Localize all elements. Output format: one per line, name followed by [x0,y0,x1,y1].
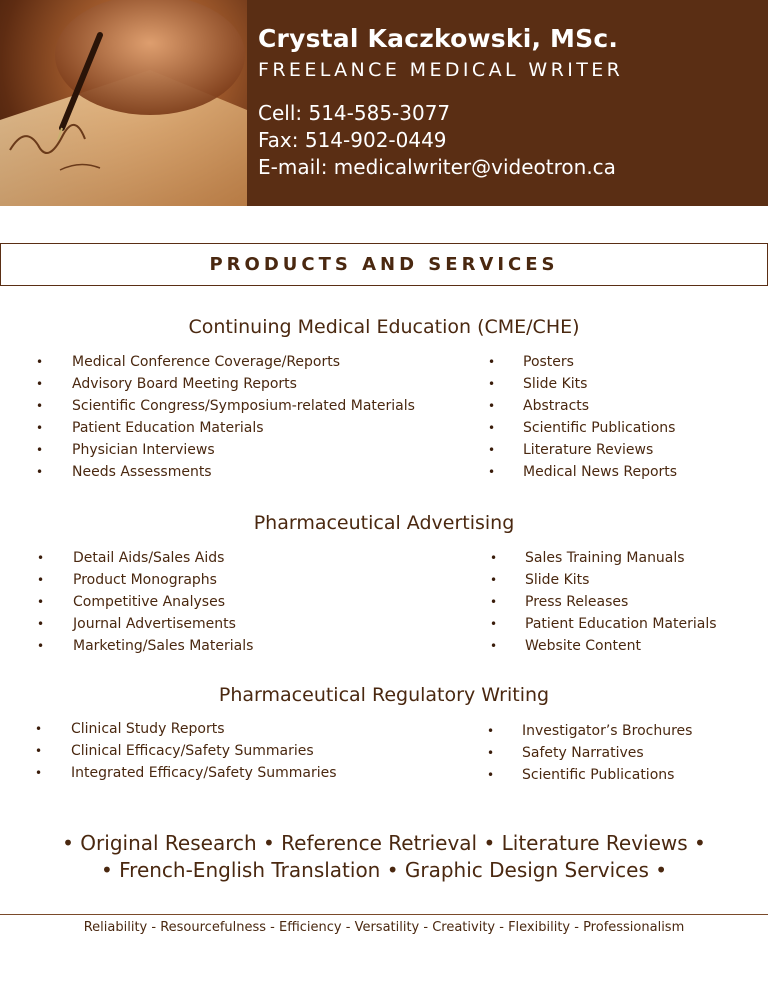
list-item: • Medical News Reports [523,461,677,483]
writer-name: Crystal Kaczkowski, MSc. [258,24,619,53]
list-item: • Safety Narratives [522,742,692,764]
email-address[interactable]: E-mail: medicalwriter@videotron.ca [258,155,616,179]
list-item: • Marketing/Sales Materials [73,635,253,657]
list-item: • Competitive Analyses [73,591,253,613]
list-item: • Clinical Study Reports [71,718,337,740]
section-title-cme: Continuing Medical Education (CME/CHE) [188,316,580,338]
list-item: • Scientific Publications [522,764,692,786]
footer-values: Reliability - Resourcefulness - Efficiency - Versatility - Creativity - Flexibility - Professionalism [83,920,685,935]
list-item: • Posters [523,351,677,373]
cell-phone: Cell: 514-585-3077 [258,101,451,125]
regulatory-right-list [522,720,692,786]
list-item: • Scientific Publications [523,417,677,439]
cme-left-list [72,351,415,483]
list-item: • Medical Conference Coverage/Reports [72,351,415,373]
list-item: • Slide Kits [525,569,717,591]
list-item: • Abstracts [523,395,677,417]
list-item: • Slide Kits [523,373,677,395]
list-item: • Detail Aids/Sales Aids [73,547,253,569]
writer-title: FREELANCE MEDICAL WRITER [258,59,624,81]
list-item: • Investigator’s Brochures [522,720,692,742]
list-item: • Clinical Efficacy/Safety Summaries [71,740,337,762]
pen-writing-photo [0,0,247,206]
banner-label: PRODUCTS AND SERVICES [209,254,559,275]
section-title-regulatory: Pharmaceutical Regulatory Writing [218,684,550,706]
footer-divider [0,914,768,915]
list-item: • Press Releases [525,591,717,613]
advertising-left-list [73,547,253,657]
highlights-line-2: • French-English Translation • Graphic Design Services • [100,858,668,882]
fax-number: Fax: 514-902-0449 [258,128,447,152]
list-item: • Patient Education Materials [72,417,415,439]
list-item: • Patient Education Materials [525,613,717,635]
advertising-right-list [525,547,717,657]
list-item: • Journal Advertisements [73,613,253,635]
products-services-banner [0,243,768,286]
cme-right-list [523,351,677,483]
header-band [0,0,768,206]
section-title-advertising: Pharmaceutical Advertising [253,512,515,534]
regulatory-left-list [71,718,337,784]
list-item: • Needs Assessments [72,461,415,483]
list-item: • Website Content [525,635,717,657]
list-item: • Physician Interviews [72,439,415,461]
list-item: • Integrated Efficacy/Safety Summaries [71,762,337,784]
contact-block [258,100,623,181]
list-item: • Advisory Board Meeting Reports [72,373,415,395]
list-item: • Product Monographs [73,569,253,591]
header-text-block [258,22,623,181]
list-item: • Literature Reviews [523,439,677,461]
list-item: • Sales Training Manuals [525,547,717,569]
list-item: • Scientific Congress/Symposium-related Materials [72,395,415,417]
highlights-line-1: • Original Research • Reference Retrieval • Literature Reviews • [62,831,706,855]
